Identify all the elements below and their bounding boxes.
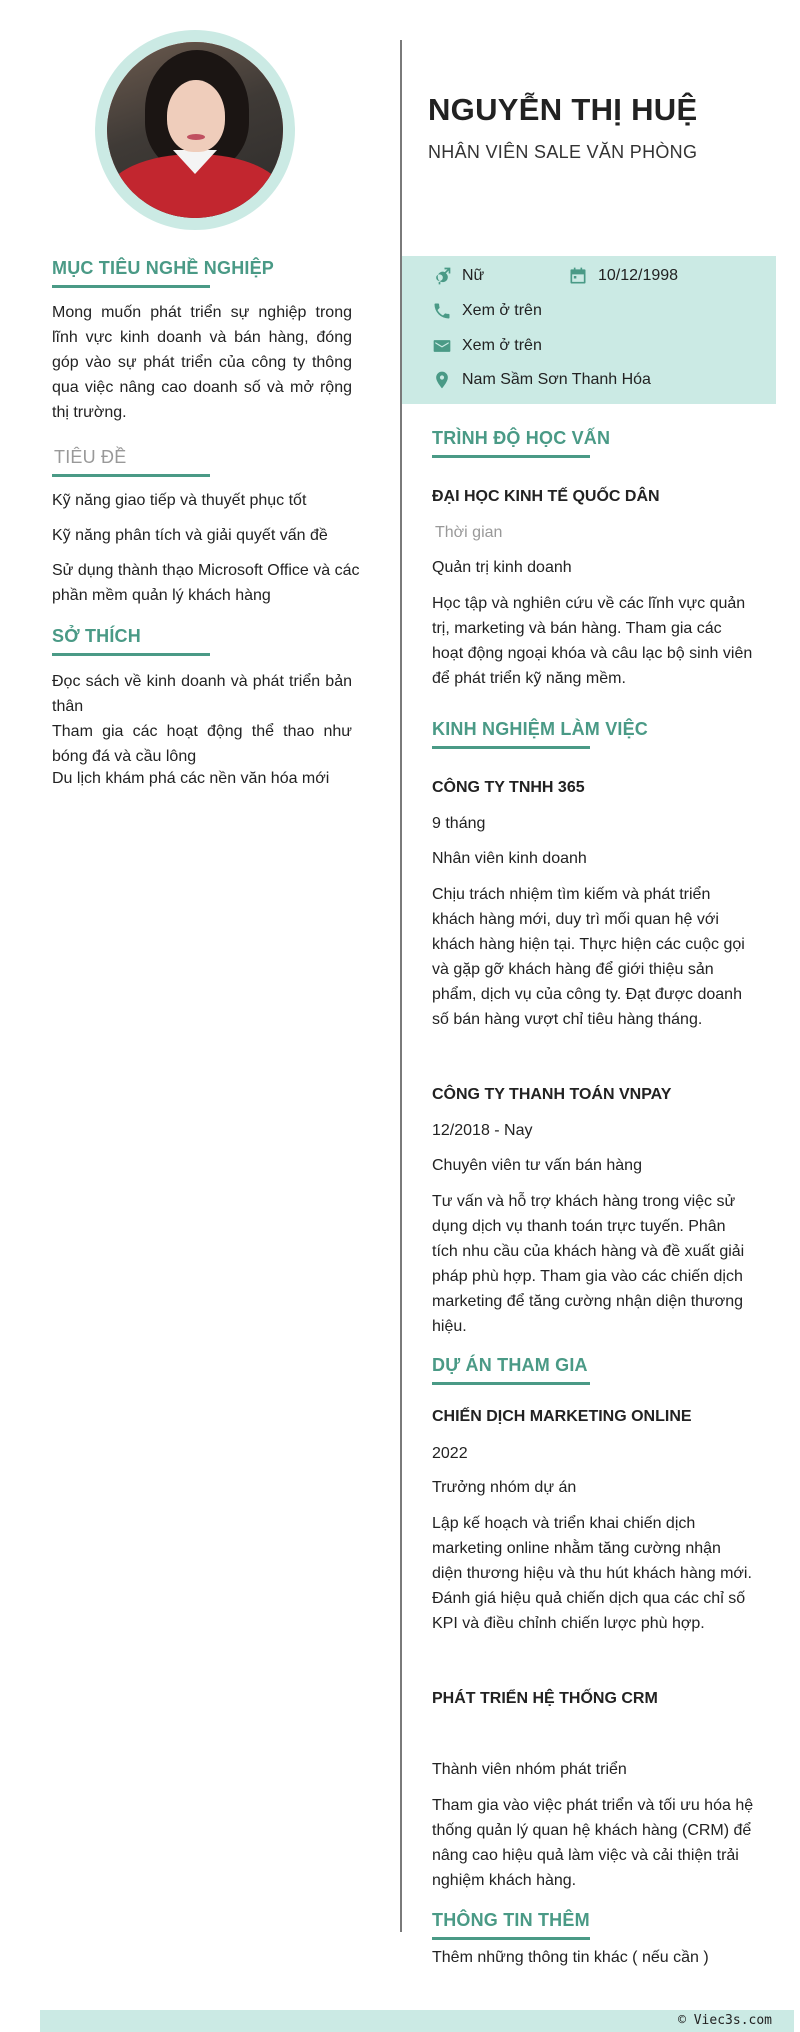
education-title: TRÌNH ĐỘ HỌC VẤN bbox=[432, 428, 611, 448]
extra-title: THÔNG TIN THÊM bbox=[432, 1910, 590, 1930]
project-desc: Tham gia vào việc phát triển và tối ưu hóa hệ thống quản lý quan hệ khách hàng (CRM) để nâng cao hiệu quả làm việc và cải thiện trải nghiệm khách hàng. bbox=[432, 1797, 754, 1889]
phone-icon bbox=[432, 301, 452, 321]
extra-heading bbox=[432, 1910, 590, 1931]
phone-text: Xem ở trên bbox=[462, 302, 542, 319]
projects-underline bbox=[432, 1382, 590, 1385]
experience-underline bbox=[432, 746, 590, 749]
education-underline bbox=[432, 455, 590, 458]
education-major: Quản trị kinh doanh bbox=[432, 559, 572, 576]
project-time: 2022 bbox=[432, 1445, 468, 1462]
project-name: PHÁT TRIỂN HỆ THỐNG CRM bbox=[432, 1690, 658, 1707]
extra-underline bbox=[432, 1937, 590, 1940]
location-icon bbox=[432, 370, 452, 390]
objective-title: MỤC TIÊU NGHỀ NGHIỆP bbox=[52, 258, 275, 278]
skill-item: Kỹ năng giao tiếp và thuyết phục tốt bbox=[52, 492, 307, 509]
project-role: Thành viên nhóm phát triển bbox=[432, 1761, 627, 1778]
avatar-ring bbox=[95, 30, 295, 230]
hobbies-title: SỞ THÍCH bbox=[52, 626, 141, 646]
skill-item: Kỹ năng phân tích và giải quyết vấn đề bbox=[52, 527, 328, 544]
hobby-item: Tham gia các hoạt động thể thao như bóng đá và cầu lông bbox=[52, 723, 352, 765]
birthday-text: 10/12/1998 bbox=[598, 267, 679, 284]
skills-title: TIÊU ĐỀ bbox=[54, 447, 127, 467]
email-text: Xem ở trên bbox=[462, 337, 542, 354]
projects-title: DỰ ÁN THAM GIA bbox=[432, 1355, 588, 1375]
hobby-item: Du lịch khám phá các nền văn hóa mới bbox=[52, 770, 330, 787]
contact-email bbox=[432, 336, 542, 356]
skills-heading bbox=[54, 447, 126, 468]
project-name: CHIẾN DỊCH MARKETING ONLINE bbox=[432, 1408, 692, 1425]
hobbies-heading bbox=[52, 626, 141, 647]
contact-birthday bbox=[568, 266, 678, 286]
experience-title: KINH NGHIỆM LÀM VIỆC bbox=[432, 719, 649, 739]
calendar-icon bbox=[568, 266, 588, 286]
gender-icon bbox=[432, 266, 452, 286]
contact-phone bbox=[432, 301, 542, 321]
hobbies-underline bbox=[52, 653, 210, 656]
job-desc: Chịu trách nhiệm tìm kiếm và phát triển khách hàng mới, duy trì mối quan hệ với khách hàng hiện tại. Thực hiện các cuộc gọi và gặp gỡ khách hàng để giới thiệu sản phẩm, dịch vụ của công ty. Đạt được doanh số bán hàng vượt chỉ tiêu hàng tháng. bbox=[432, 886, 745, 1028]
extra-text: Thêm những thông tin khác ( nếu cần ) bbox=[432, 1949, 709, 1966]
avatar bbox=[107, 42, 283, 218]
education-time: Thời gian bbox=[435, 524, 503, 541]
job-desc: Tư vấn và hỗ trợ khách hàng trong việc sử dụng dịch vụ thanh toán trực tuyến. Phân tích nhu cầu của khách hàng và đề xuất giải pháp phù hợp. Tham gia vào các chiến dịch marketing để tăng cường nhận diện thương hiệu. bbox=[432, 1193, 745, 1335]
job-position: Nhân viên kinh doanh bbox=[432, 850, 587, 867]
gender-text: Nữ bbox=[462, 267, 485, 284]
objective-underline bbox=[52, 285, 210, 288]
project-role: Trưởng nhóm dự án bbox=[432, 1479, 577, 1496]
footer-copyright: © Viec3s.com bbox=[678, 2013, 772, 2028]
contact-gender bbox=[432, 266, 484, 286]
address-text: Nam Sầm Sơn Thanh Hóa bbox=[462, 371, 651, 388]
experience-heading bbox=[432, 719, 648, 740]
candidate-role: NHÂN VIÊN SALE VĂN PHÒNG bbox=[428, 142, 698, 162]
skill-item: Sử dụng thành thạo Microsoft Office và các phần mềm quản lý khách hàng bbox=[52, 562, 360, 604]
job-time: 9 tháng bbox=[432, 815, 486, 832]
mail-icon bbox=[432, 336, 452, 356]
footer-bar bbox=[40, 2010, 794, 2032]
hobby-item: Đọc sách về kinh doanh và phát triển bản thân bbox=[52, 673, 352, 715]
education-school: ĐẠI HỌC KINH TẾ QUỐC DÂN bbox=[432, 488, 660, 505]
project-desc: Lập kế hoạch và triển khai chiến dịch marketing online nhằm tăng cường nhận diện thương hiệu và thu hút khách hàng mới. Đánh giá hiệu quả chiến dịch qua các chỉ số KPI và điều chỉnh chiến lược phù hợp. bbox=[432, 1515, 752, 1632]
projects-heading bbox=[432, 1355, 588, 1376]
job-position: Chuyên viên tư vấn bán hàng bbox=[432, 1157, 642, 1174]
contact-address bbox=[432, 370, 651, 390]
job-company: CÔNG TY THANH TOÁN VNPAY bbox=[432, 1086, 672, 1103]
education-heading bbox=[432, 428, 610, 449]
job-company: CÔNG TY TNHH 365 bbox=[432, 779, 585, 796]
objective-heading bbox=[52, 258, 274, 279]
objective-text: Mong muốn phát triển sự nghiệp trong lĩnh vực kinh doanh và bán hàng, đóng góp vào sự phát triển của công ty thông qua việc nâng cao doanh số và mở rộng thị trường. bbox=[52, 304, 352, 421]
education-desc: Học tập và nghiên cứu về các lĩnh vực quản trị, marketing và bán hàng. Tham gia các hoạt động ngoại khóa và câu lạc bộ sinh viên để phát triển kỹ năng mềm. bbox=[432, 595, 753, 687]
job-time: 12/2018 - Nay bbox=[432, 1122, 533, 1139]
skills-underline bbox=[52, 474, 210, 477]
candidate-name: NGUYỄN THỊ HUỆ bbox=[428, 92, 698, 127]
